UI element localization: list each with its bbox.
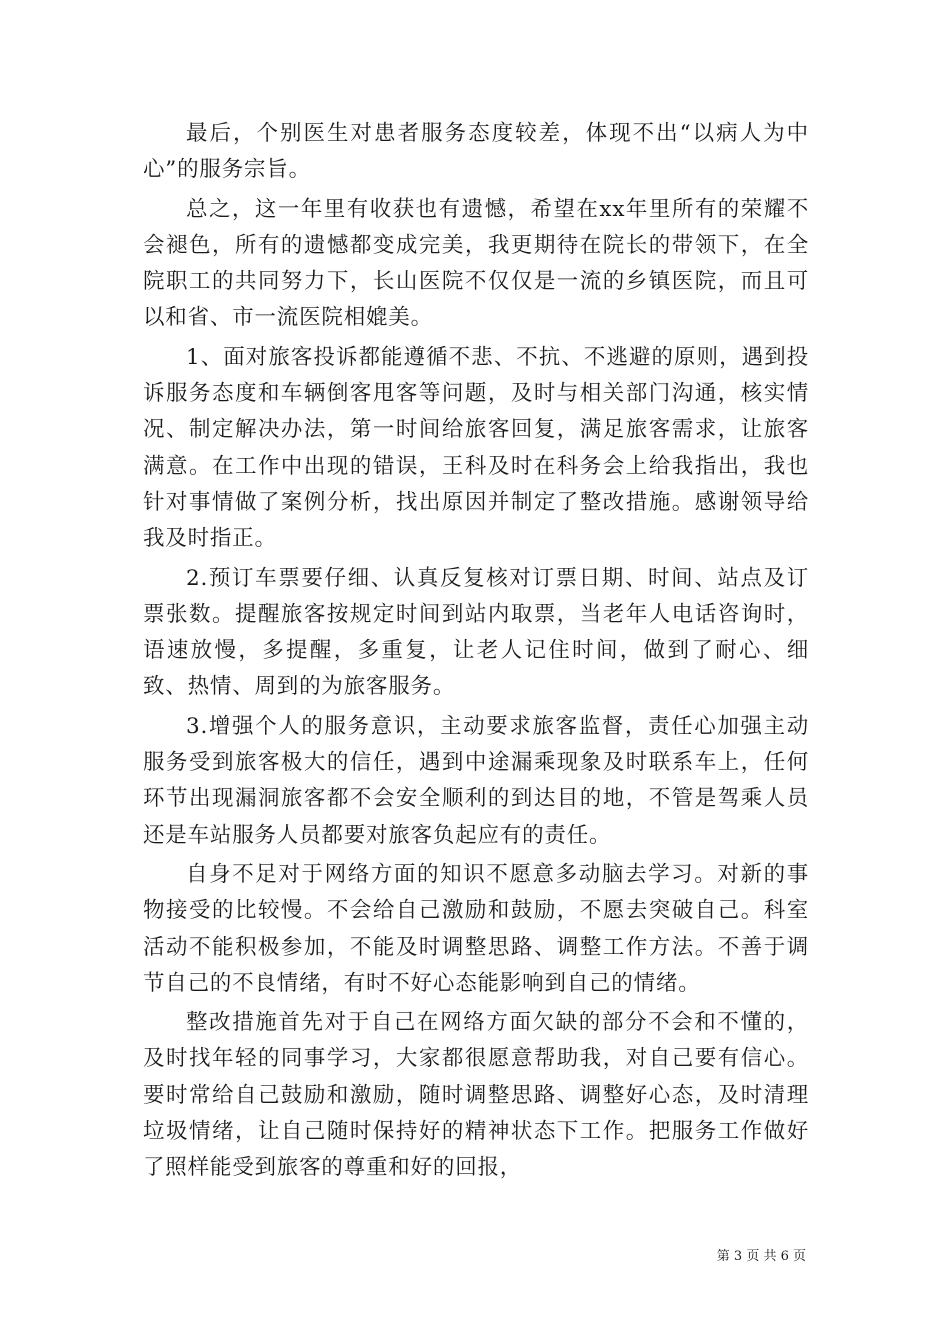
paragraph-item-1-complaints: 1、面对旅客投诉都能遵循不悲、不抗、不逃避的原则，遇到投诉服务态度和车辆倒客甩客等问题，及时与相关部门沟通，核实情况、制定解决办法，第一时间给旅客回复，满足旅客需求，让旅客满意。在工作中出现的错误，王科及时在科务会上给我指出，我也针对事情做了案例分析，找出原因并制定了整改措施。感谢领导给我及时指正。 xyxy=(143,344,809,552)
paragraph-item-2-booking: 2.预订车票要仔细、认真反复核对订票日期、时间、站点及订票张数。提醒旅客按规定时间到站内取票，当老年人电话咨询时，语速放慢，多提醒，多重复，让老人记住时间，做到了耐心、细致、热情、周到的为旅客服务。 xyxy=(143,565,809,700)
page-number: 第 3 页 共 6 页 xyxy=(716,1249,806,1264)
paragraph-conclusion-attitude: 最后，个别医生对患者服务态度较差，体现不出“以病人为中心”的服务宗旨。 xyxy=(143,121,809,183)
paragraph-summary: 总之，这一年里有收获也有遗憾，希望在xx年里所有的荣耀不会褪色，所有的遗憾都变成完美，我更期待在院长的带领下，在全院职工的共同努力下，长山医院不仅仅是一流的乡镇医院，而且可以和省、市一流医院相媲美。 xyxy=(143,196,809,331)
document-body xyxy=(143,116,809,1190)
paragraph-shortcomings: 自身不足对于网络方面的知识不愿意多动脑去学习。对新的事物接受的比较慢。不会给自己激励和鼓励，不愿去突破自己。科室活动不能积极参加，不能及时调整思路、调整工作方法。不善于调节自己的不良情绪，有时不好心态能影响到自己的情绪。 xyxy=(143,861,809,996)
paragraph-item-3-service-awareness: 3.增强个人的服务意识，主动要求旅客监督，责任心加强主动服务受到旅客极大的信任，遇到中途漏乘现象及时联系车上，任何环节出现漏洞旅客都不会安全顺利的到达目的地，不管是驾乘人员还是车站服务人员都要对旅客负起应有的责任。 xyxy=(143,713,809,848)
paragraph-corrective-measures: 整改措施首先对于自己在网络方面欠缺的部分不会和不懂的，及时找年轻的同事学习，大家都很愿意帮助我，对自己要有信心。要时常给自己鼓励和激励，随时调整思路、调整好心态，及时清理垃圾情绪，让自己随时保持好的精神状态下工作。把服务工作做好了照样能受到旅客的尊重和好的回报， xyxy=(143,1010,809,1181)
